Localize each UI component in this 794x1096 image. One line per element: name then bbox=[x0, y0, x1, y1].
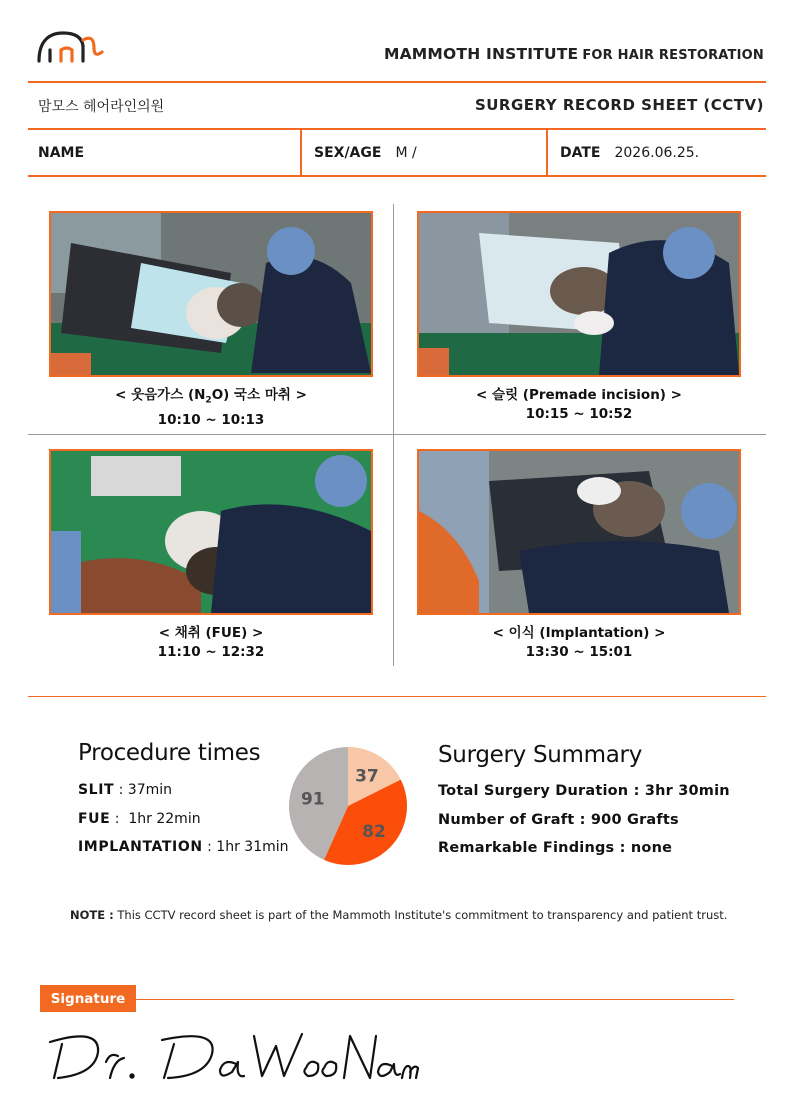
caption-title: < 채취 (FUE) > bbox=[158, 625, 264, 641]
caption-time: 11:10 ~ 12:32 bbox=[157, 644, 265, 660]
note-label: NOTE : bbox=[70, 908, 114, 922]
signature-line bbox=[136, 999, 734, 1000]
brand-name: MAMMOTH INSTITUTE FOR HAIR RESTORATION bbox=[383, 45, 764, 63]
sex-age-label: SEX/AGE bbox=[314, 145, 382, 161]
patient-info-row bbox=[28, 130, 766, 176]
cctv-photo-slit bbox=[417, 211, 741, 377]
note bbox=[70, 908, 727, 922]
cctv-photo-implantation bbox=[417, 449, 741, 615]
pie-label-2: 91 bbox=[300, 789, 325, 810]
summary-graft-count: Number of Graft : 900 Grafts bbox=[438, 812, 679, 828]
date-cell bbox=[548, 130, 766, 176]
grid-divider-horizontal bbox=[28, 434, 766, 435]
pie-label-1: 82 bbox=[362, 821, 386, 842]
clinic-korean-name: 맘모스 헤어라인의원 bbox=[38, 99, 165, 115]
date-value: 2026.06.25. bbox=[614, 145, 700, 161]
procedure-item-fue: FUE : 1hr 22min bbox=[78, 811, 201, 827]
summary-findings: Remarkable Findings : none bbox=[438, 840, 673, 856]
divider bbox=[28, 81, 766, 83]
date-label: DATE bbox=[560, 145, 601, 161]
photo-caption-implantation bbox=[417, 624, 741, 662]
caption-title: < 슬릿 (Premade incision) > bbox=[476, 387, 682, 403]
sheet-title: SURGERY RECORD SHEET (CCTV) bbox=[474, 96, 764, 114]
procedure-item-slit: SLIT : 37min bbox=[78, 782, 173, 798]
divider bbox=[28, 175, 766, 177]
name-cell bbox=[28, 130, 302, 176]
caption-time: 10:10 ~ 10:13 bbox=[157, 411, 265, 428]
cctv-photo-fue bbox=[49, 449, 373, 615]
cctv-photo-anesthesia bbox=[49, 211, 373, 377]
caption-time: 13:30 ~ 15:01 bbox=[525, 644, 633, 660]
handwritten-signature bbox=[40, 1022, 420, 1086]
divider bbox=[28, 696, 766, 697]
note-text: This CCTV record sheet is part of the Mammoth Institute's commitment to transparency and patient trust. bbox=[113, 908, 728, 922]
caption-title: < 이식 (Implantation) > bbox=[492, 625, 666, 641]
signature-label: Signature bbox=[40, 985, 136, 1012]
pie-label-0: 37 bbox=[355, 766, 379, 787]
summary-total-duration: Total Surgery Duration : 3hr 30min bbox=[438, 783, 730, 799]
procedure-times-title: Procedure times bbox=[78, 740, 261, 766]
procedure-item-implantation: IMPLANTATION : 1hr 31min bbox=[78, 839, 289, 855]
photo-caption-fue bbox=[49, 624, 373, 662]
mammoth-logo-icon bbox=[36, 28, 106, 64]
procedure-times-pie-chart bbox=[287, 745, 409, 867]
surgery-summary-title: Surgery Summary bbox=[438, 742, 643, 768]
sex-age-cell bbox=[302, 130, 548, 176]
caption-title: < 웃음가스 $(N_2O)$ 국소 마취 > bbox=[115, 387, 307, 406]
photo-caption-slit bbox=[417, 386, 741, 424]
photo-caption-anesthesia bbox=[49, 386, 373, 430]
sex-age-value: M / bbox=[395, 145, 417, 161]
grid-divider-vertical bbox=[393, 204, 394, 666]
name-label: NAME bbox=[38, 145, 85, 161]
caption-time: 10:15 ~ 10:52 bbox=[525, 406, 633, 422]
